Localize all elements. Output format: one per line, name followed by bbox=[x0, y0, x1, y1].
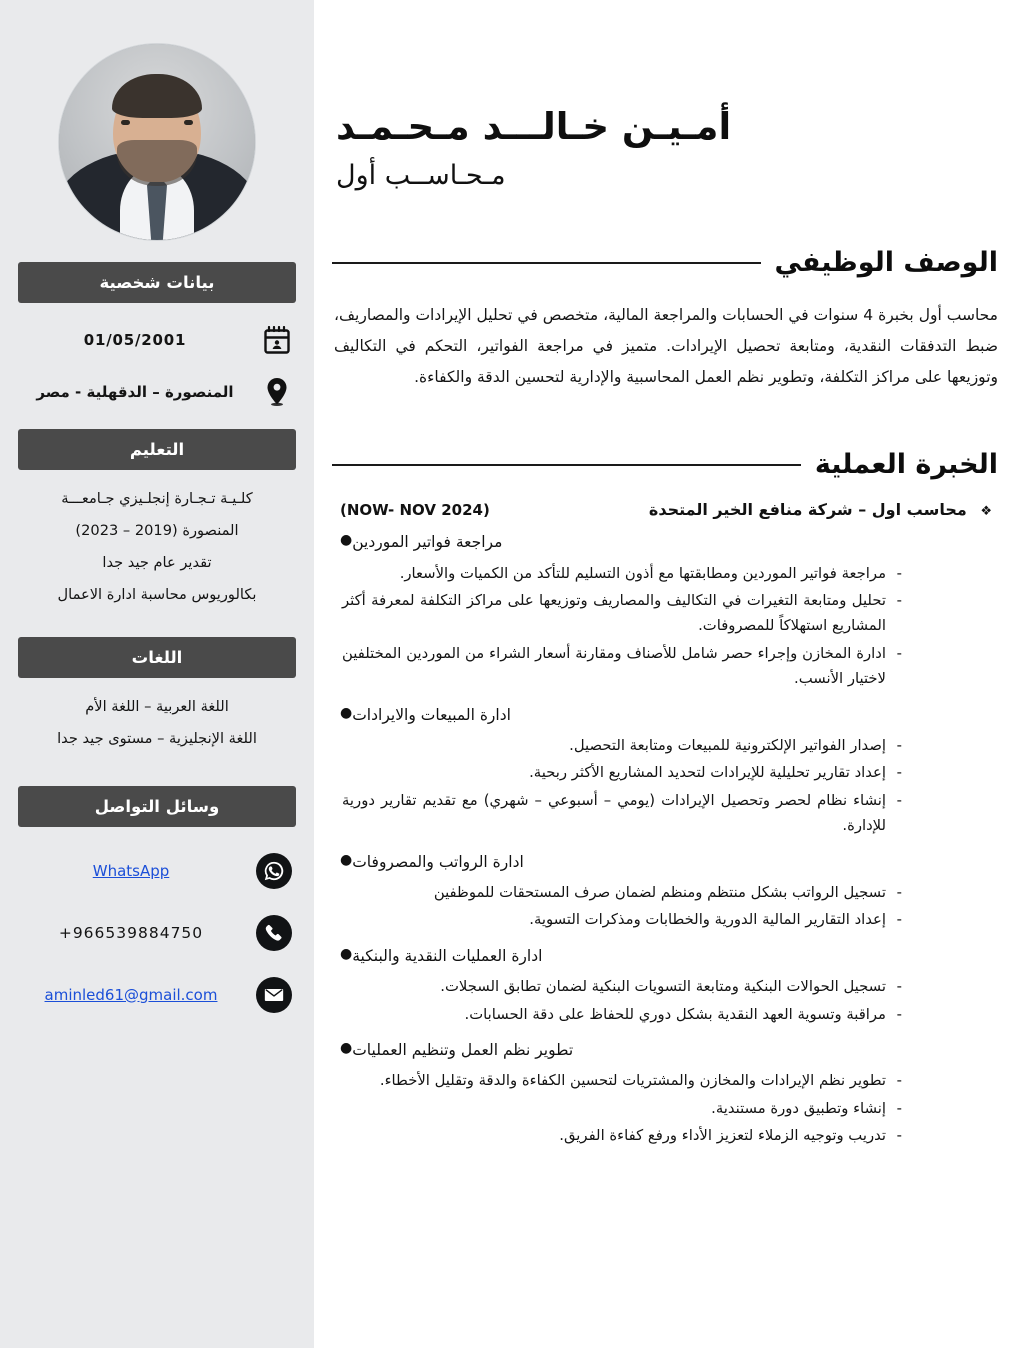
experience-heading-text: الخبرة العملية bbox=[814, 449, 998, 481]
email-row[interactable] bbox=[0, 977, 314, 1013]
summary-heading-text: الوصف الوظيفي bbox=[774, 247, 998, 279]
language-line: اللغة الإنجليزية – مستوى جيد جدا bbox=[57, 730, 257, 748]
birth-date-value: 01/05/2001 bbox=[83, 331, 187, 349]
experience-group-title: ادارة المبيعات والايرادات bbox=[352, 705, 511, 724]
summary-text: محاسب أول بخبرة 4 سنوات في الحسابات والمراجعة المالية، متخصص في تحليل الإيرادات والمصاريف، ضبط التدفقات النقدية، ومتابعة تحصيل الإيرادات. متميز في مراجعة الفواتير، التحكم في التكاليف وتوزيعها على مراكز التكلفة، وتطوير نظم العمل المحاسبية والإدارية لتحسين الدقة والكفاءة. bbox=[334, 306, 998, 387]
email-link[interactable]: aminled61@gmail.com bbox=[44, 985, 218, 1004]
avatar bbox=[59, 44, 255, 240]
heading-rule bbox=[332, 262, 761, 264]
location-pin-icon bbox=[262, 377, 292, 407]
experience-group-title: مراجعة فواتير الموردين bbox=[352, 533, 503, 552]
experience-group bbox=[330, 531, 998, 691]
experience-group-title: تطوير نظم العمل وتنظيم العمليات bbox=[352, 1040, 574, 1059]
experience-group-head bbox=[330, 945, 998, 968]
list-item: - مراجعة فواتير الموردين ومطابقتها مع أذون التسليم للتأكد من الكميات والأسعار. bbox=[342, 561, 902, 586]
list-item: - مراقبة وتسوية العهد النقدية بشكل دوري للحفاظ على دقة الحسابات. bbox=[342, 1002, 902, 1027]
round-bullet-icon: ● bbox=[340, 851, 353, 868]
avatar-eye-right bbox=[184, 120, 193, 125]
experience-group-items bbox=[330, 561, 998, 692]
experience-group-title: ادارة العمليات النقدية والبنكية bbox=[352, 946, 543, 965]
main-content-column bbox=[314, 0, 1024, 1348]
round-bullet-icon: ● bbox=[340, 532, 353, 549]
experience-entry bbox=[330, 500, 998, 1148]
page-title: أمـيـن خـالـــد مـحـمـد bbox=[336, 105, 732, 148]
location-value: المنصورة – الدقهلية - مصر bbox=[36, 383, 234, 401]
whatsapp-link[interactable]: WhatsApp bbox=[92, 861, 170, 880]
section-heading-experience bbox=[330, 449, 998, 480]
experience-group-head bbox=[330, 1039, 998, 1062]
calendar-icon bbox=[262, 325, 292, 355]
experience-group-items bbox=[330, 733, 998, 839]
whatsapp-row[interactable] bbox=[0, 853, 314, 889]
round-bullet-icon: ● bbox=[340, 1039, 353, 1056]
phone-number[interactable]: +966539884750 bbox=[58, 923, 204, 942]
experience-group-head bbox=[330, 851, 998, 874]
list-item: - إعداد تقارير تحليلية للإيرادات لتحديد المشاريع الأكثر ربحية. bbox=[342, 760, 902, 785]
experience-group-head bbox=[330, 704, 998, 727]
sidebar-heading-contact: وسائل التواصل bbox=[18, 786, 296, 827]
experience-title-row bbox=[330, 500, 998, 519]
list-item: - تدريب وتوجيه الزملاء لتعزيز الأداء ورفع كفاءة الفريق. bbox=[342, 1123, 902, 1148]
list-item: - ادارة المخازن وإجراء حصر شامل للأصناف ومقارنة أسعار الشراء من الموردين المختلفين لاختيار الأنسب. bbox=[342, 641, 902, 692]
education-line: المنصورة (2019 – 2023) bbox=[75, 522, 239, 540]
education-line: بكالوريوس محاسبة ادارة الاعمال bbox=[57, 586, 257, 604]
list-item: - إنشاء وتطبيق دورة مستندية. bbox=[342, 1096, 902, 1121]
list-item: - إصدار الفواتير الإلكترونية للمبيعات ومتابعة التحصيل. bbox=[342, 733, 902, 758]
experience-group-title: ادارة الرواتب والمصروفات bbox=[352, 852, 524, 871]
avatar-container bbox=[0, 0, 314, 240]
list-item: - تسجيل الحوالات البنكية ومتابعة التسويات البنكية لضمان تطابق السجلات. bbox=[342, 974, 902, 999]
experience-group bbox=[330, 851, 998, 933]
phone-row[interactable] bbox=[0, 915, 314, 951]
sidebar bbox=[0, 0, 314, 1348]
birth-date-row bbox=[0, 325, 314, 355]
experience-group bbox=[330, 945, 998, 1027]
experience-job-label: محاسب اول – شركة منافع الخير المتحدة bbox=[648, 500, 967, 520]
list-item: - تطوير نظم الإيرادات والمخازن والمشتريات لتحسين الكفاءة والدقة وتقليل الأخطاء. bbox=[342, 1068, 902, 1093]
education-line: تقدير عام جيد جدا bbox=[102, 554, 212, 572]
experience-job bbox=[649, 500, 992, 519]
heading-rule bbox=[332, 464, 801, 466]
experience-group-items bbox=[330, 974, 998, 1027]
sidebar-heading-personal: بيانات شخصية bbox=[18, 262, 296, 303]
round-bullet-icon: ● bbox=[340, 945, 353, 962]
round-bullet-icon: ● bbox=[340, 704, 353, 721]
location-row bbox=[0, 377, 314, 407]
email-icon[interactable] bbox=[256, 977, 292, 1013]
languages-block bbox=[0, 678, 314, 751]
language-line: اللغة العربية – اللغة الأم bbox=[85, 698, 229, 716]
list-item: - تسجيل الرواتب بشكل منتظم ومنظم لضمان صرف المستحقات للموظفين bbox=[342, 880, 902, 905]
job-title: مـحـاســب أول bbox=[336, 160, 506, 192]
avatar-eye-left bbox=[121, 120, 130, 125]
experience-date: (NOW- NOV 2024) bbox=[340, 500, 490, 519]
section-heading-summary bbox=[330, 247, 998, 278]
experience-group bbox=[330, 1039, 998, 1149]
phone-icon[interactable] bbox=[256, 915, 292, 951]
experience-group-head bbox=[330, 531, 998, 554]
sidebar-heading-education: التعليم bbox=[18, 429, 296, 470]
experience-group bbox=[330, 704, 998, 839]
sidebar-heading-languages: اللغات bbox=[18, 637, 296, 678]
experience-group-items bbox=[330, 1068, 998, 1148]
education-block bbox=[0, 470, 314, 607]
list-item: - إعداد التقارير المالية الدورية والخطابات ومذكرات التسوية. bbox=[342, 907, 902, 932]
list-item: - تحليل ومتابعة التغيرات في التكاليف والمصاريف وتوزيعها على مراكز التكلفة لمعرفة أكثر المشاريع استهلاكاً للمصروفات. bbox=[342, 588, 902, 639]
header-name-block bbox=[330, 0, 998, 191]
diamond-bullet-icon: ❖ bbox=[980, 504, 992, 520]
experience-group-items bbox=[330, 880, 998, 933]
education-line: كلـيـة تـجـارة إنجلـيزي جـامعـــة bbox=[61, 490, 253, 507]
whatsapp-icon[interactable] bbox=[256, 853, 292, 889]
list-item: - إنشاء نظام لحصر وتحصيل الإيرادات (يومي – أسبوعي – شهري) مع تقديم تقارير دورية للإدارة. bbox=[342, 788, 902, 839]
